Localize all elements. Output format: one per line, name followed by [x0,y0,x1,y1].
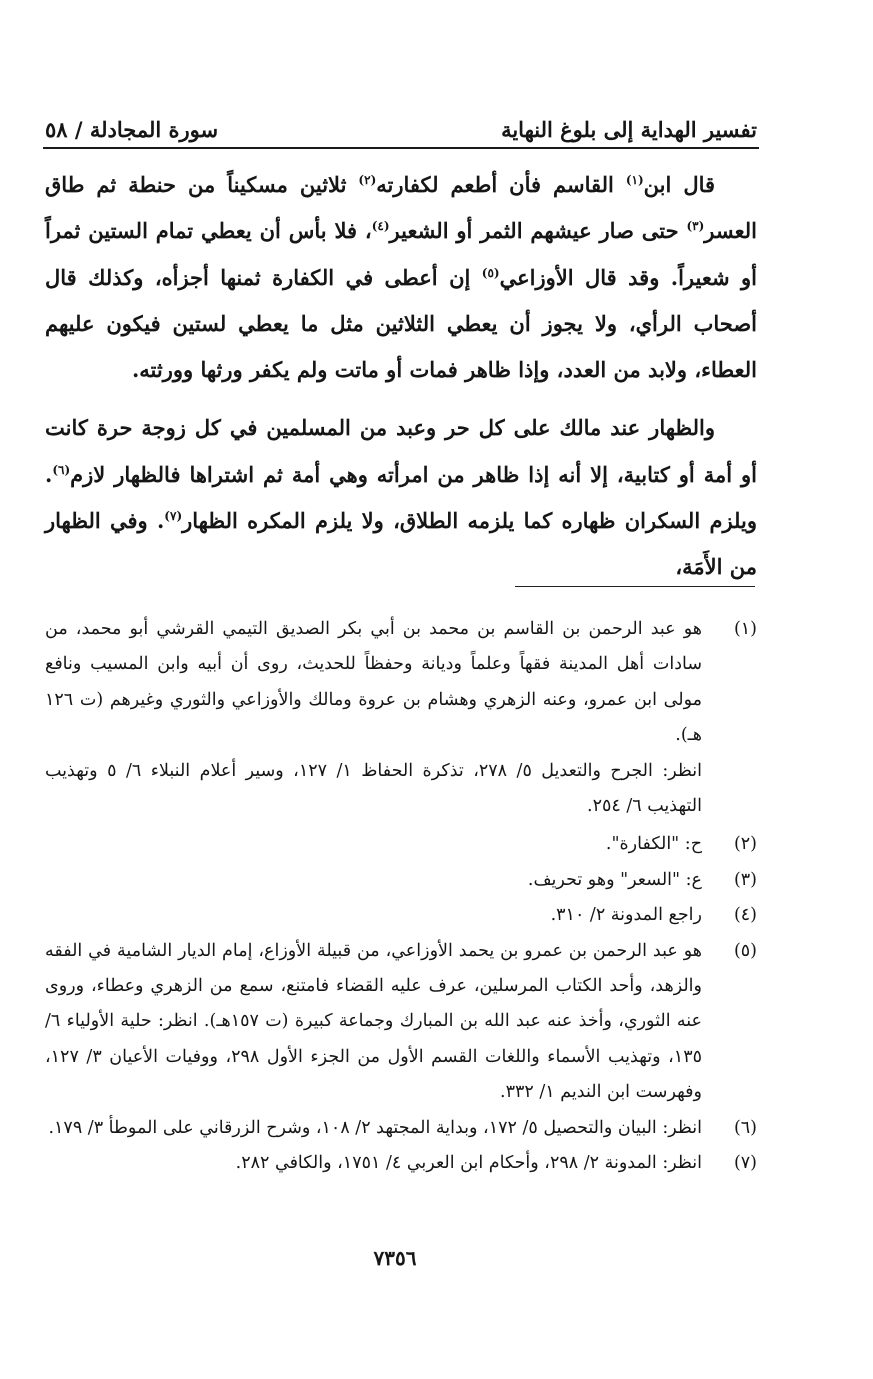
page-number: ٧٣٥٦ [373,1246,417,1270]
footnote-marker: (٥) [481,265,500,280]
paragraph-2 [45,405,757,590]
footnote-number: (٢) [733,834,757,855]
text-run: حتى صار عيشهم الثمر أو الشعير [389,218,687,244]
footnote-item [45,898,757,933]
footnote-item [45,1111,757,1146]
text-run: قال ابن [643,172,716,197]
text-run: ثلاثين مسكيناً من حنطة ثم طاق العسر [45,172,757,244]
footnote-number [702,754,757,825]
footnote-item [45,754,757,825]
text-run: ، فلا بأس أن يعطي تمام الستين ثمراً أو شعيراً. وقد قال الأوزاعي [45,218,757,290]
footnote-text: هو عبد الرحمن بن عمرو بن يحمد الأوزاعي، من قبيلة الأوزاع، إمام الديار الشامية في الفقه والزهد، وأحد الكتاب المرسلين، عرف عليه القضاء فامتنع، سمع من الزهري وعطاء، وروى عنه الثوري، وأخذ عنه عبد الله بن المبارك وجماعة كبيرة (ت ١٥٧هـ). انظر: حلية الأولياء ٦/ ١٣٥، وتهذيب الأسماء واللغات القسم الأول من الجزء الأول ٢٩٨، ووفيات الأعيان ٣/ ١٢٧، وفهرست ابن النديم ١/ ٣٣٢. [45,940,702,1103]
footnote-text: راجع المدونة ٢/ ٣١٠. [550,905,702,926]
footnote-item [45,1146,757,1181]
paragraph-1 [45,162,757,393]
footnote-marker: (١) [625,173,644,187]
footnote-item [45,863,757,898]
footnote-number: (٦) [733,1117,757,1138]
text-run: والظهار عند مالك على كل حر وعبد من المسلمين في كل زوجة حرة كانت أو أمة أو كتابية، إلا أنه إذا ظاهر من امرأته وهي أمة ثم اشتراها فالظهار لازم [45,415,757,487]
footnote-marker: (٤) [371,219,390,234]
footnote-marker: (٢) [358,173,377,187]
footnote-text: هو عبد الرحمن بن القاسم بن محمد بن أبي بكر الصديق التيمي القرشي أبو محمد، من سادات أهل المدينة فقهاً وعلماً وديانة وحفظاً للحديث، روى أن أبيه وابن المسيب ونافع مولى ابن عمرو، وعنه الزهري وهشام بن عروة ومالك والأوزاعي والثوري وغيرهم (ت ١٢٦ هـ). [45,619,702,746]
footnote-text: ع: "السعر" وهو تحريف. [527,869,702,890]
footnote-item [45,612,757,754]
text-run: إن أعطى في الكفارة ثمنها أجزأه، وكذلك قال أصحاب الرأي، ولا يجوز أن يعطي الثلاثين مثل ما يعطي لستين فيكون عليهم العطاء، ولابد من العدد، وإذا ظاهر فمات أو ماتت ولم يكفر ورثها وورثته. [45,264,757,383]
footnote-marker: (٧) [164,509,183,524]
footnote-text: ح: "الكفارة". [605,834,702,855]
footnote-number: (٧) [733,1153,757,1174]
surah-label: سورة المجادلة / ٥٨ [45,117,219,142]
footnote-marker: (٦) [52,462,71,477]
footnotes [45,612,757,1182]
text-run: . ويلزم السكران ظهاره كما يلزمه الطلاق، ولا يلزم المكره الظهار [45,461,757,534]
book-title: تفسير الهداية إلى بلوغ النهاية [501,117,757,142]
footnote-separator [515,586,755,587]
running-header [45,98,757,142]
footnote-number: (٤) [733,905,757,926]
footnote-item [45,827,757,862]
main-text [45,162,757,591]
footnote-number: (١) [733,619,757,639]
text-run: القاسم فأن أطعم لكفارته [376,172,626,197]
footnote-marker: (٣) [686,219,705,234]
header-rule [43,147,759,149]
footnote-text: انظر: الجرح والتعديل ٥/ ٢٧٨، تذكرة الحفاظ ١/ ١٢٧، وسير أعلام النبلاء ٦/ ٥ وتهذيب التهذيب ٦/ ٢٥٤. [45,760,702,817]
footnote-number: (٣) [733,869,757,890]
footnote-text: انظر: المدونة ٢/ ٢٩٨، وأحكام ابن العربي ٤/ ١٧٥١، والكافي ٢٨٢. [235,1153,702,1174]
footnote-number: (٥) [733,940,757,961]
text-run: . وفي الظهار من الأَمَة، [45,508,757,580]
footnote-text: انظر: البيان والتحصيل ٥/ ١٧٢، وبداية المجتهد ٢/ ١٠٨، وشرح الزرقاني على الموطأ ٣/ ١٧٩. [48,1117,702,1138]
footnote-item [45,934,757,1111]
